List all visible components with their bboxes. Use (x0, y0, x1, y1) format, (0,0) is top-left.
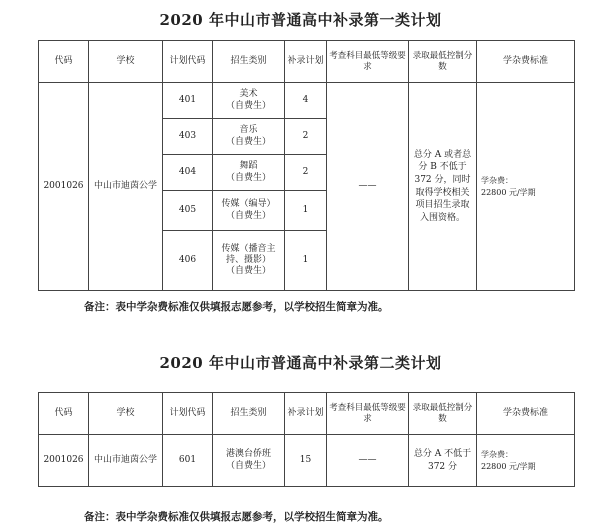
plan-code-cell: 404 (163, 155, 213, 191)
table2-title: 2020 年中山市普通高中补录第二类计划 (159, 354, 442, 372)
header-plan-code: 计划代码 (163, 41, 213, 83)
header-school: 学校 (89, 41, 163, 83)
category-name: 音乐 (239, 125, 258, 136)
min-score-cell: 总分 A 不低于 372 分 (409, 435, 477, 487)
fee-value: 22800 元/学期 (481, 461, 536, 471)
plan-code-cell: 601 (163, 435, 213, 487)
school-cell: 中山市迪茵公学 (89, 435, 163, 487)
fee-label: 学杂费： (481, 175, 513, 185)
category-note: （自费生） (225, 460, 271, 471)
plan-code-cell: 403 (163, 119, 213, 155)
header-fee: 学杂费标准 (477, 41, 575, 83)
plan-code-cell: 405 (163, 191, 213, 231)
header-category: 招生类别 (213, 41, 285, 83)
min-score-cell: 总分 A 或者总分 B 不低于 372 分，同时取得学校相关项目招生录取入围资格。 (409, 83, 477, 291)
category-name: 传媒（编导） (221, 199, 276, 210)
category-name: 舞蹈 (239, 161, 258, 172)
category-cell (213, 83, 285, 119)
header-code: 代码 (39, 393, 89, 435)
header-fee: 学杂费标准 (477, 393, 575, 435)
subject-req-cell: —— (327, 83, 409, 291)
table1-title: 2020 年中山市普通高中补录第一类计划 (159, 11, 442, 29)
category-note: （自费生） (225, 136, 271, 147)
category-name: 美术 (239, 89, 258, 100)
table-row (39, 83, 575, 119)
subject-req-cell: —— (327, 435, 409, 487)
plan-code-cell: 406 (163, 231, 213, 291)
quota-cell: 1 (285, 191, 327, 231)
header-code: 代码 (39, 41, 89, 83)
quota-cell: 15 (285, 435, 327, 487)
header-min-score: 录取最低控制分数 (409, 41, 477, 83)
category-cell (213, 231, 285, 291)
category-cell (213, 435, 285, 487)
fee-cell (477, 435, 575, 487)
quota-cell: 1 (285, 231, 327, 291)
school-cell: 中山市迪茵公学 (89, 83, 163, 291)
category-name: 港澳台侨班 (225, 449, 271, 460)
category-note: （自费生） (225, 210, 271, 221)
header-plan-code: 计划代码 (163, 393, 213, 435)
header-quota: 补录计划 (285, 41, 327, 83)
fee-value: 22800 元/学期 (481, 187, 536, 197)
header-school: 学校 (89, 393, 163, 435)
first-category-plan-table (38, 40, 575, 291)
category-note: （自费生） (225, 100, 271, 111)
category-name: 传媒（播音主持、摄影） (221, 243, 276, 265)
category-cell (213, 119, 285, 155)
table-header-row (39, 41, 575, 83)
table-header-row (39, 393, 575, 435)
code-cell: 2001026 (39, 83, 89, 291)
header-min-score: 录取最低控制分数 (409, 393, 477, 435)
category-note: （自费生） (225, 266, 271, 277)
header-subject-req: 考查科目最低等级要求 (327, 393, 409, 435)
fee-label: 学杂费： (481, 449, 513, 459)
second-category-plan-table (38, 392, 575, 487)
code-cell: 2001026 (39, 435, 89, 487)
category-cell (213, 191, 285, 231)
table2-note: 备注：表中学杂费标准仅供填报志愿参考，以学校招生简章为准。 (84, 511, 389, 523)
plan-code-cell: 401 (163, 83, 213, 119)
header-subject-req: 考查科目最低等级要求 (327, 41, 409, 83)
fee-cell (477, 83, 575, 291)
quota-cell: 4 (285, 83, 327, 119)
table1-note: 备注：表中学杂费标准仅供填报志愿参考，以学校招生简章为准。 (84, 301, 389, 313)
quota-cell: 2 (285, 155, 327, 191)
category-note: （自费生） (225, 172, 271, 183)
header-quota: 补录计划 (285, 393, 327, 435)
header-category: 招生类别 (213, 393, 285, 435)
table-row (39, 435, 575, 487)
category-cell (213, 155, 285, 191)
quota-cell: 2 (285, 119, 327, 155)
